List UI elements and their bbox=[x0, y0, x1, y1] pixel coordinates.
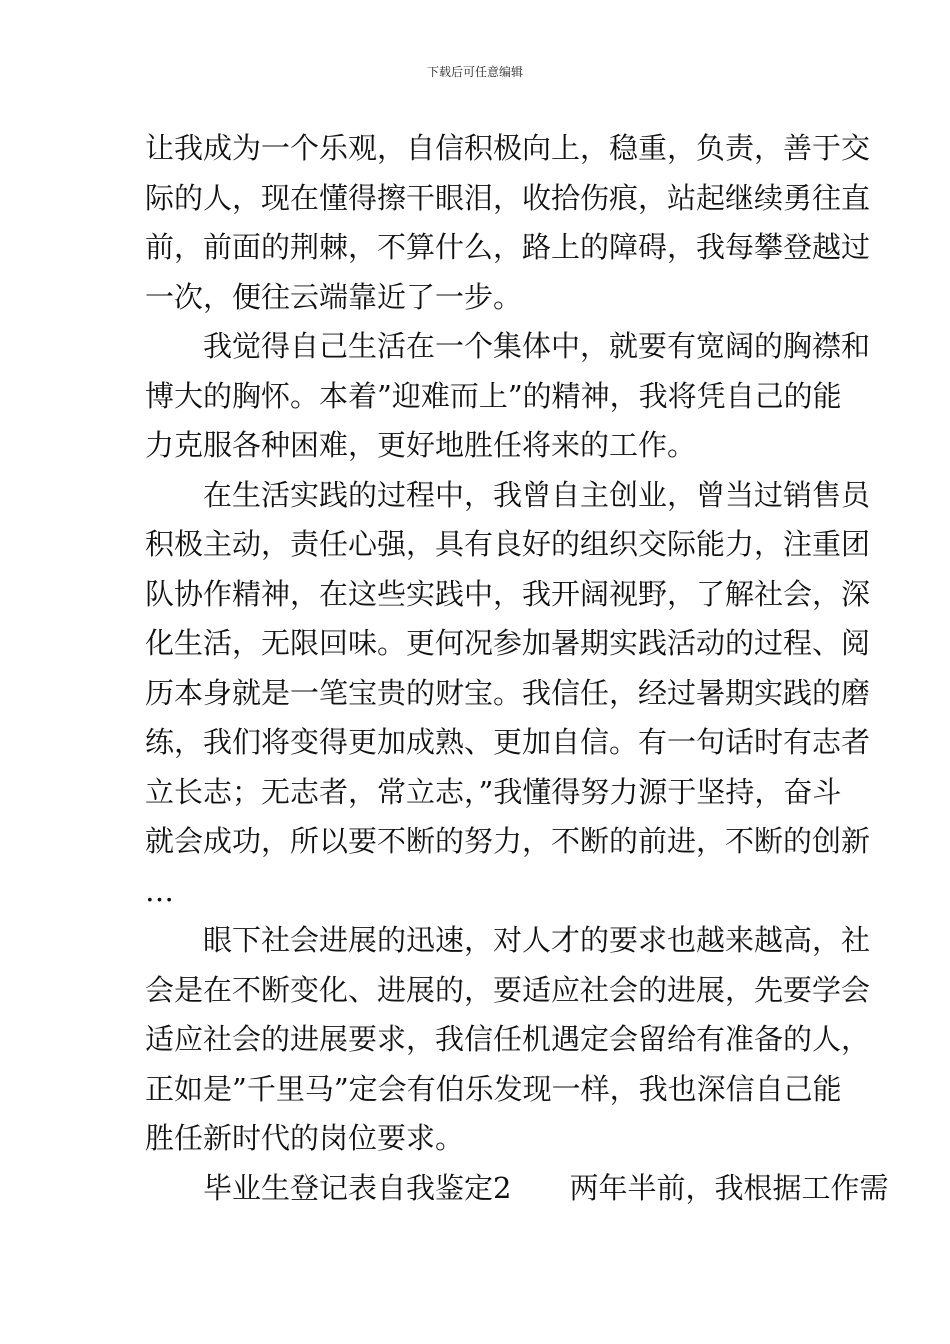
text-line: 在生活实践的过程中，我曾自主创业，曾当过销售员 bbox=[145, 477, 871, 512]
text-line: 立长志；无志者，常立志，”我懂得努力源于坚持，奋斗 bbox=[145, 774, 842, 809]
text-line: 积极主动，责任心强，具有良好的组织交际能力，注重团 bbox=[145, 527, 871, 561]
text-line: 前，前面的荆棘，不算什么，路上的障碍，我每攀登越过 bbox=[145, 230, 871, 264]
text-line: 练，我们将变得更加成熟、更加自信。有一句话时有志者 bbox=[145, 725, 871, 759]
text-line: 队协作精神，在这些实践中，我开阔视野，了解社会，深 bbox=[145, 576, 871, 611]
page-header: 下载后可任意编辑 bbox=[426, 65, 523, 79]
text-line: 让我成为一个乐观，自信积极向上，稳重，负责，善于交 bbox=[145, 131, 871, 165]
text-line: 毕业生登记表自我鉴定2 两年半前，我根据工作需 bbox=[145, 1170, 889, 1205]
text-line: 会是在不断变化、进展的，要适应社会的进展，先要学会 bbox=[145, 972, 871, 1007]
text-line: 我觉得自己生活在一个集体中，就要有宽阔的胸襟和 bbox=[145, 329, 871, 363]
text-line: 际的人，现在懂得擦干眼泪，收拾伤痕，站起继续勇往直 bbox=[145, 180, 871, 215]
text-line: 力克服各种困难，更好地胜任将来的工作。 bbox=[145, 428, 697, 462]
text-line: 就会成功，所以要不断的努力，不断的前进，不断的创新 bbox=[145, 824, 871, 858]
text-line: 博大的胸怀。本着”迎难而上”的精神，我将凭自己的能 bbox=[145, 378, 842, 413]
text-line: 眼下社会进展的迅速，对人才的要求也越来越高，社 bbox=[145, 923, 871, 957]
text-line: 历本身就是一笔宝贵的财宝。我信任，经过暑期实践的磨 bbox=[145, 675, 871, 710]
document-body bbox=[145, 124, 889, 1213]
text-line: 正如是”千里马”定会有伯乐发现一样，我也深信自己能 bbox=[145, 1071, 842, 1106]
text-line: 胜任新时代的岗位要求。 bbox=[145, 1121, 465, 1155]
text-line: 适应社会的进展要求，我信任机遇定会留给有准备的人， bbox=[145, 1022, 871, 1056]
text-line: 化生活，无限回味。更何况参加暑期实践活动的过程、阅 bbox=[145, 626, 871, 660]
text-line: 一次，便往云端靠近了一步。 bbox=[145, 279, 523, 314]
text-line: … bbox=[145, 873, 174, 908]
